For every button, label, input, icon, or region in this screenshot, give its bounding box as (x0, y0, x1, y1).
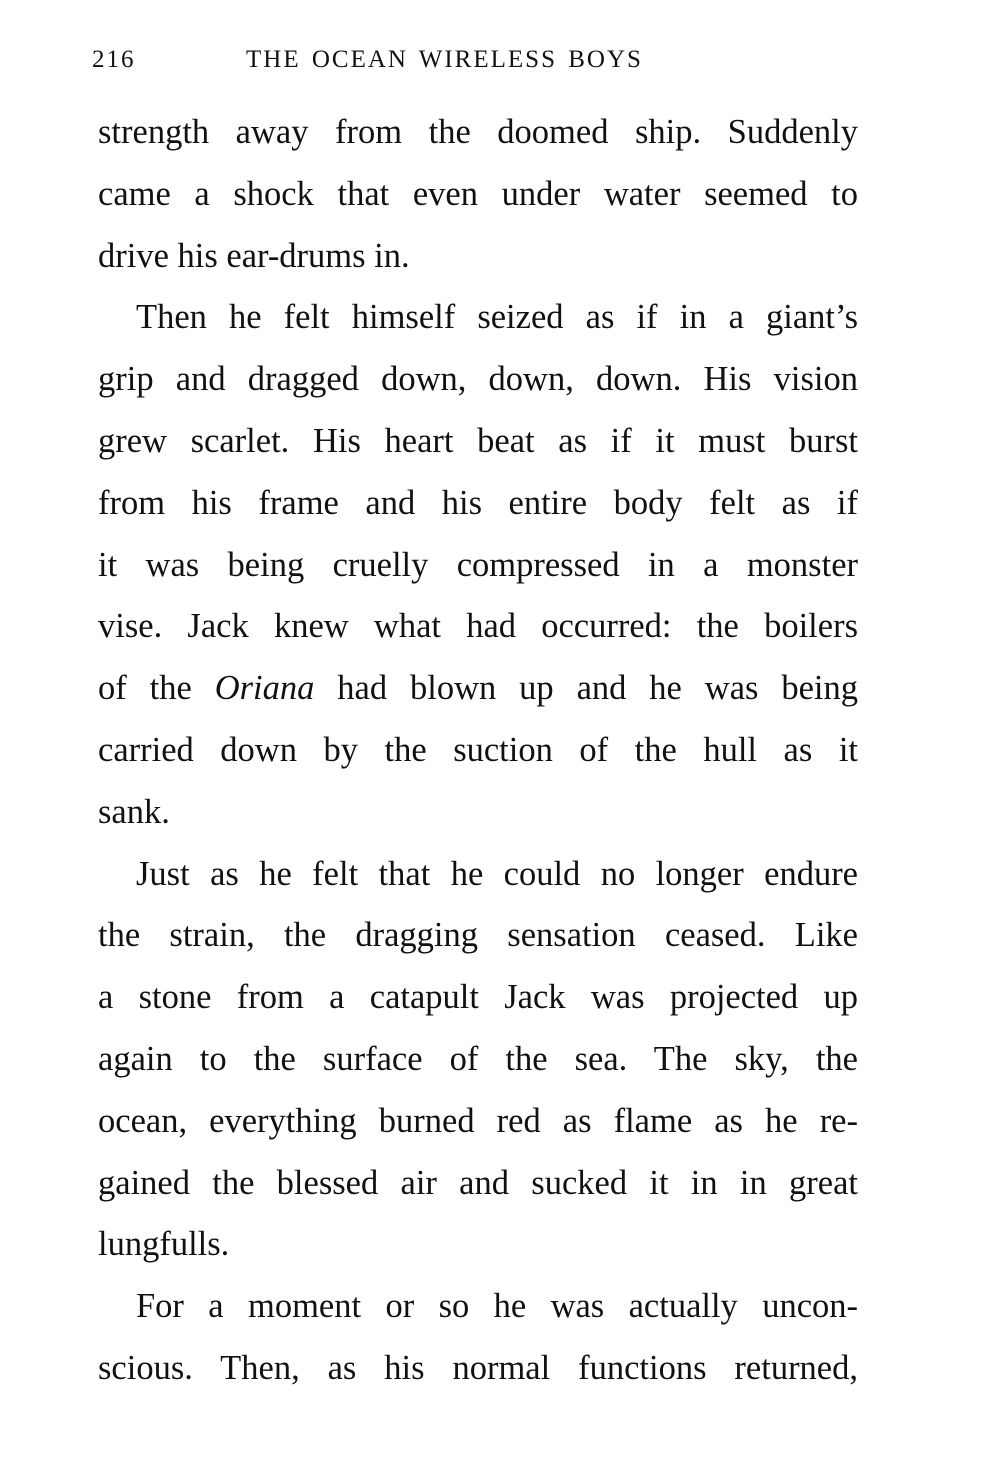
text-segment: had blown up and he was being (314, 669, 858, 708)
text-line: again to the surface of the sea. The sky, the (98, 1039, 858, 1078)
book-page (92, 40, 858, 1400)
paragraph-4 (98, 1276, 858, 1400)
text-line: it was being cruelly compressed in a monster (98, 545, 858, 584)
text-line: scious. Then, as his normal functions returned, (98, 1348, 858, 1387)
text-line: sank. (98, 792, 170, 831)
body-text (98, 102, 858, 1400)
book-title: THE OCEAN WIRELESS BOYS (246, 46, 643, 73)
paragraph-2 (98, 287, 858, 843)
ship-name: Oriana (214, 669, 315, 708)
running-header (92, 40, 858, 80)
text-line: came a shock that even under water seemed to (98, 174, 858, 213)
text-line: a stone from a catapult Jack was projected up (98, 978, 858, 1017)
page-number: 216 (92, 46, 136, 73)
text-line-with-ship-name (98, 658, 858, 720)
text-line: grew scarlet. His heart beat as if it must burst (98, 421, 858, 460)
text-line: strength away from the doomed ship. Suddenly (98, 113, 858, 151)
text-line: vise. Jack knew what had occurred: the boilers (98, 607, 858, 646)
text-line: lungfulls. (98, 1225, 230, 1264)
text-line: ocean, everything burned red as flame as he re- (98, 1101, 858, 1140)
paragraph-1 (98, 102, 858, 287)
text-line: drive his ear-drums in. (98, 236, 410, 275)
text-line: grip and dragged down, down, down. His vision (98, 360, 858, 399)
text-line: the strain, the dragging sensation ceased. Like (98, 916, 858, 955)
text-segment: of the (98, 669, 215, 708)
text-line: carried down by the suction of the hull as it (98, 730, 858, 769)
paragraph-3 (98, 844, 858, 1277)
text-line: For a moment or so he was actually uncon- (136, 1287, 858, 1326)
text-line: Then he felt himself seized as if in a giant’s (136, 298, 858, 337)
text-line: from his frame and his entire body felt as if (98, 483, 858, 522)
text-line: gained the blessed air and sucked it in in great (98, 1163, 858, 1202)
text-line: Just as he felt that he could no longer endure (136, 854, 858, 893)
